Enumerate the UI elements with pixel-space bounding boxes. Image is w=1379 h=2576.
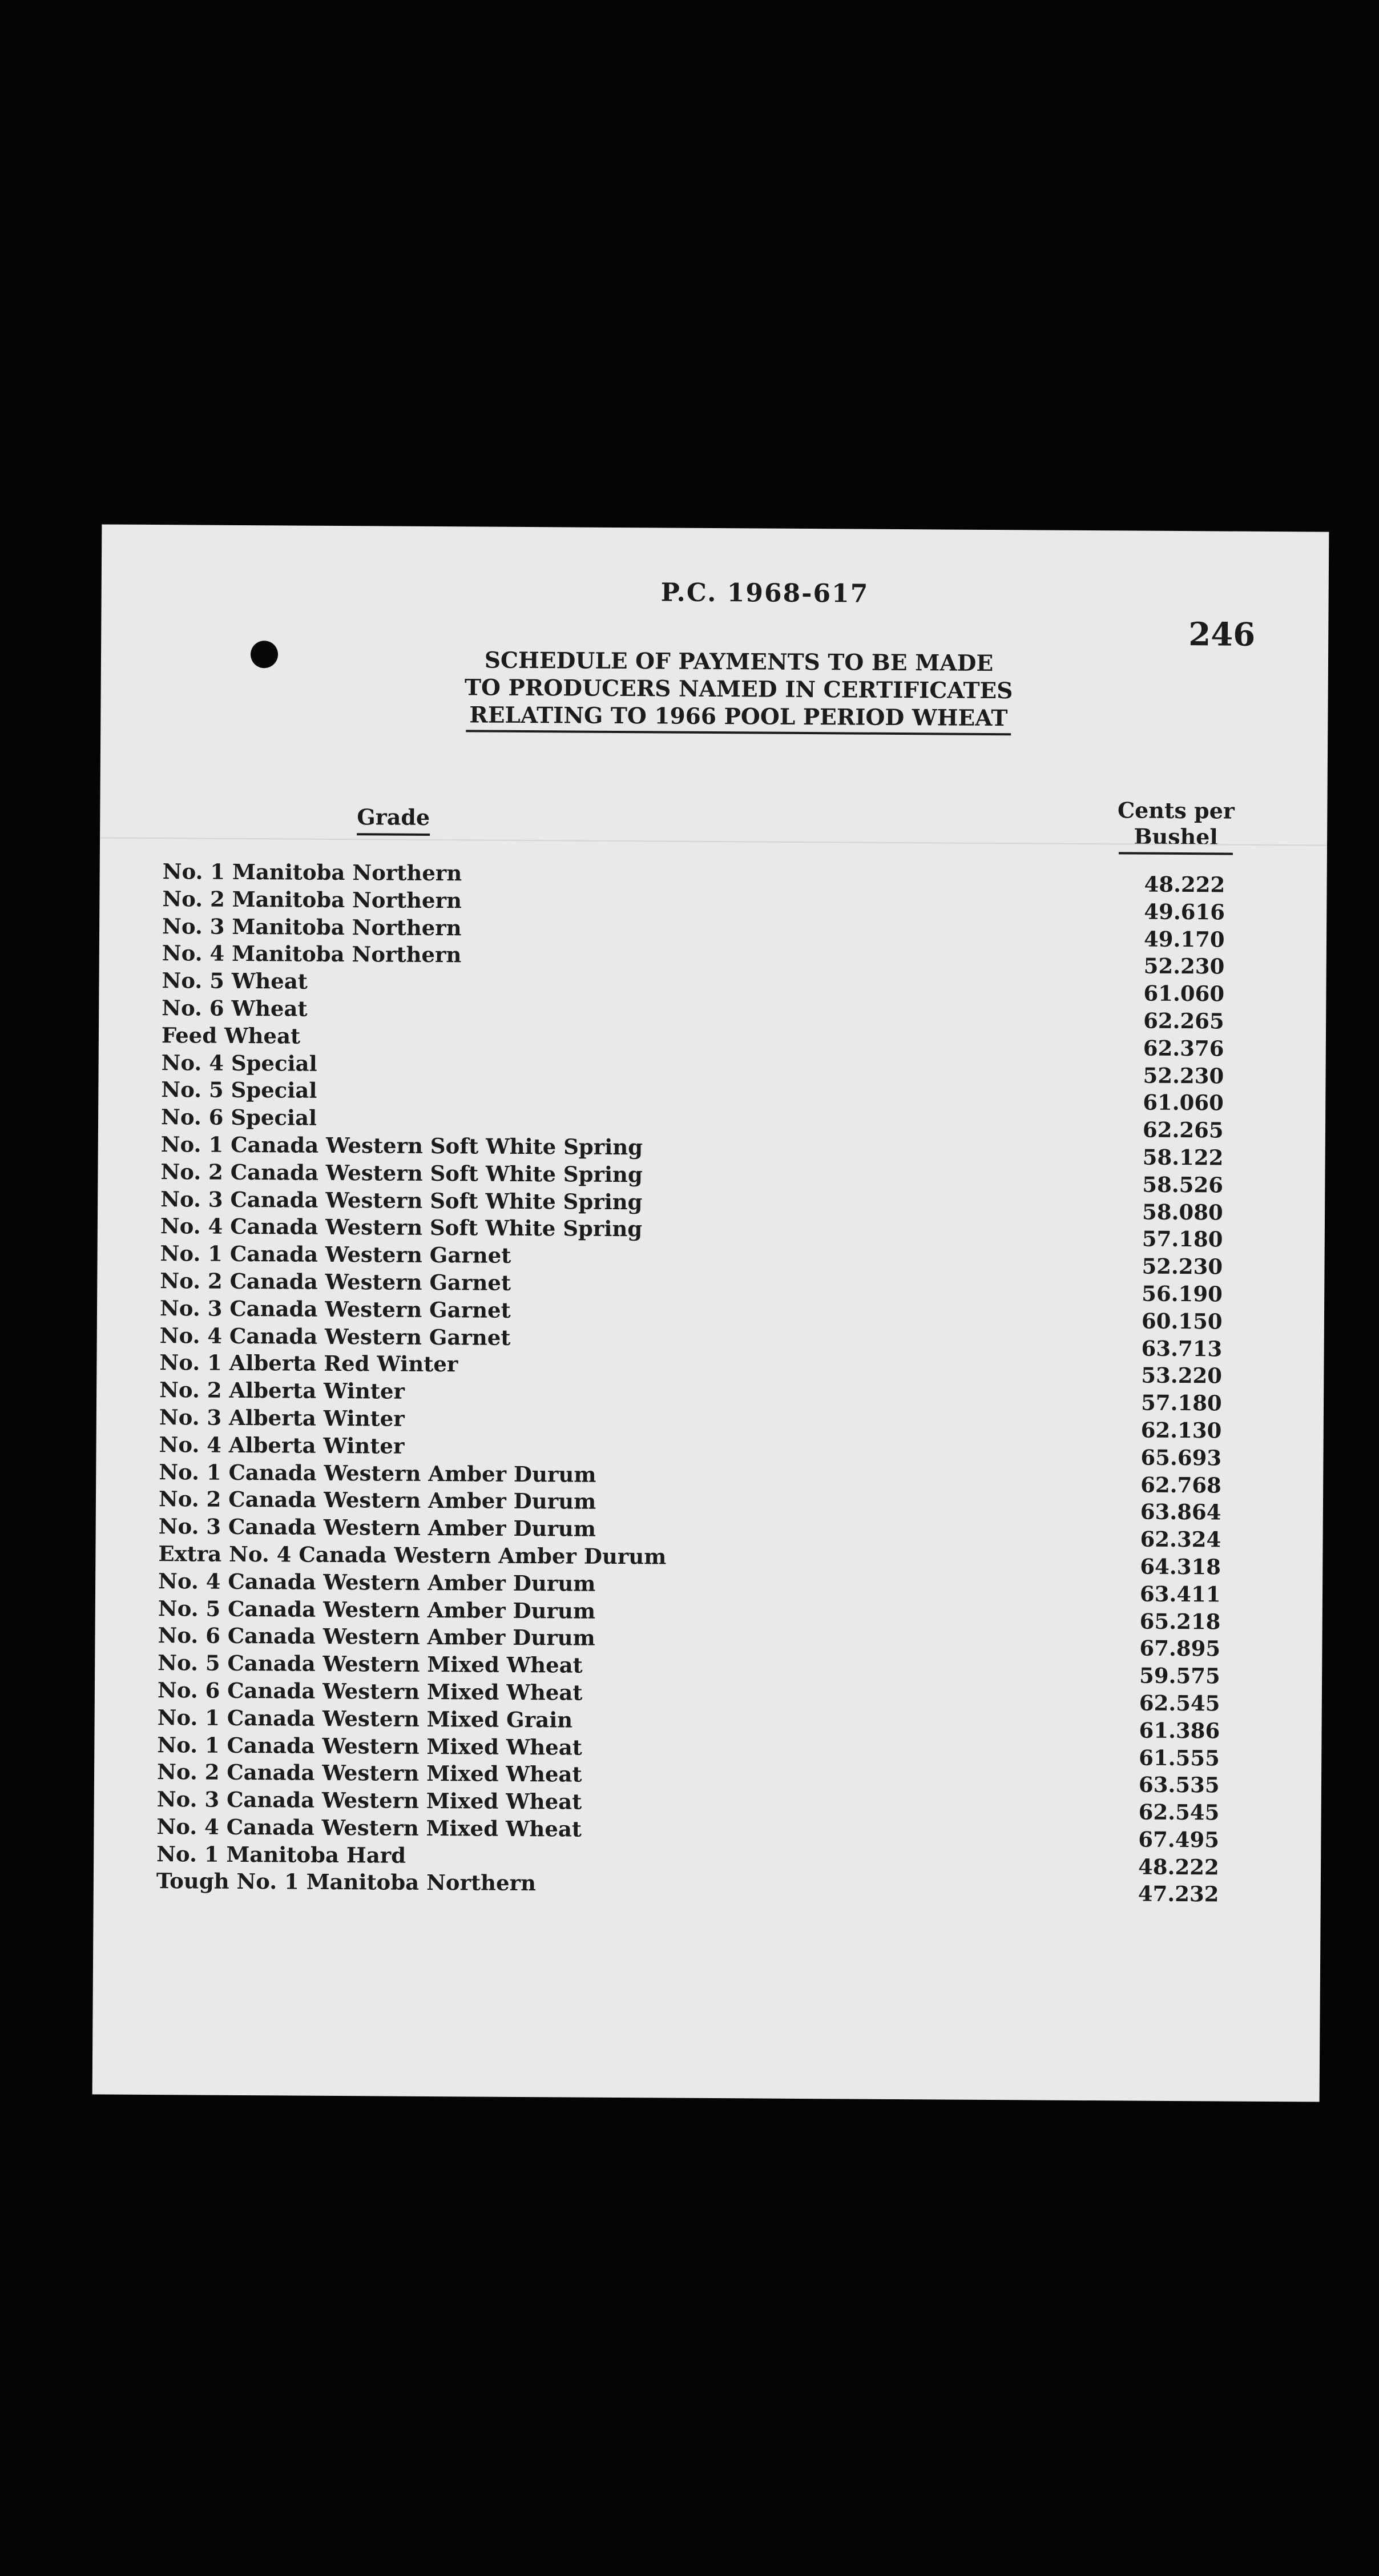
cents-cell: 61.060 bbox=[1143, 980, 1225, 1007]
cents-cell: 63.535 bbox=[1138, 1772, 1220, 1798]
cents-cell: 62.265 bbox=[1143, 1008, 1224, 1034]
page-number: 246 bbox=[1188, 615, 1256, 654]
grade-cell: No. 3 Canada Western Amber Durum bbox=[158, 1514, 596, 1541]
grade-column-header: Grade bbox=[357, 804, 430, 836]
cents-cell: 49.616 bbox=[1144, 899, 1225, 925]
cents-cell: 62.768 bbox=[1140, 1472, 1221, 1498]
grade-cell: No. 5 Canada Western Mixed Wheat bbox=[158, 1650, 583, 1678]
title-line-2: TO PRODUCERS NAMED IN CERTIFICATES bbox=[464, 674, 1013, 705]
cents-cell: 64.318 bbox=[1140, 1553, 1221, 1580]
grade-cell: Feed Wheat bbox=[161, 1022, 301, 1049]
grade-cell: No. 2 Canada Western Garnet bbox=[160, 1268, 511, 1295]
cents-cell: 52.230 bbox=[1142, 1253, 1223, 1279]
grade-cell: No. 4 Canada Western Garnet bbox=[159, 1322, 511, 1350]
cents-cell: 62.376 bbox=[1143, 1035, 1224, 1061]
cents-cell: 62.130 bbox=[1140, 1417, 1222, 1443]
cents-cell: 58.122 bbox=[1142, 1144, 1224, 1170]
cents-cell: 63.713 bbox=[1141, 1335, 1223, 1362]
cents-cell: 52.230 bbox=[1143, 1062, 1224, 1089]
punch-hole bbox=[251, 641, 278, 668]
grade-cell: No. 1 Canada Western Mixed Grain bbox=[157, 1704, 573, 1733]
cents-cell: 65.693 bbox=[1140, 1444, 1222, 1471]
cents-header-line-2: Bushel bbox=[1119, 823, 1233, 855]
cents-cell: 57.180 bbox=[1140, 1390, 1222, 1416]
grade-cell: No. 3 Canada Western Mixed Wheat bbox=[156, 1786, 582, 1814]
cents-cell: 62.265 bbox=[1142, 1117, 1224, 1143]
grade-cell: No. 4 Manitoba Northern bbox=[162, 940, 462, 968]
grade-cell: No. 1 Canada Western Garnet bbox=[160, 1241, 511, 1269]
grade-cell: No. 3 Canada Western Garnet bbox=[159, 1295, 511, 1323]
grade-cell: No. 1 Alberta Red Winter bbox=[159, 1350, 458, 1377]
cents-column-header bbox=[1116, 797, 1236, 855]
grade-cell: No. 1 Manitoba Northern bbox=[162, 859, 462, 886]
cents-cell: 62.324 bbox=[1140, 1526, 1221, 1552]
cents-cell: 53.220 bbox=[1141, 1362, 1223, 1388]
grade-cell: No. 4 Canada Western Soft White Spring bbox=[160, 1213, 643, 1242]
document-page bbox=[92, 524, 1329, 2102]
cents-cell: 58.080 bbox=[1142, 1199, 1223, 1225]
cents-cell: 56.190 bbox=[1142, 1281, 1223, 1307]
cents-cell: 65.218 bbox=[1139, 1608, 1221, 1634]
cents-cell: 60.150 bbox=[1141, 1308, 1223, 1334]
title-line-3: RELATING TO 1966 POOL PERIOD WHEAT bbox=[466, 701, 1011, 735]
pc-number: P.C. 1968-617 bbox=[660, 578, 869, 609]
cents-cell: 67.895 bbox=[1139, 1635, 1221, 1661]
cents-cell: 61.555 bbox=[1139, 1745, 1220, 1770]
grade-cell: No. 5 Special bbox=[161, 1077, 317, 1104]
grade-cell: No. 1 Manitoba Hard bbox=[156, 1841, 406, 1868]
grade-cell: No. 4 Alberta Winter bbox=[159, 1431, 405, 1459]
grade-cell: No. 6 Canada Western Mixed Wheat bbox=[157, 1677, 583, 1705]
payment-table bbox=[156, 859, 1247, 1907]
grade-cell: No. 6 Wheat bbox=[162, 995, 308, 1021]
cents-cell: 61.386 bbox=[1139, 1717, 1220, 1744]
cents-cell: 48.222 bbox=[1144, 871, 1225, 897]
grade-cell: No. 6 Canada Western Amber Durum bbox=[158, 1623, 595, 1651]
cents-cell: 59.575 bbox=[1139, 1663, 1220, 1689]
grade-cell: No. 6 Special bbox=[160, 1104, 317, 1130]
grade-cell: Tough No. 1 Manitoba Northern bbox=[156, 1868, 537, 1896]
grade-cell: No. 2 Manitoba Northern bbox=[162, 886, 462, 913]
cents-header-line-1: Cents per bbox=[1117, 797, 1235, 824]
grade-cell: No. 1 Canada Western Mixed Wheat bbox=[157, 1732, 582, 1760]
title-line-1: SCHEDULE OF PAYMENTS TO BE MADE bbox=[484, 647, 994, 677]
grade-cell: No. 1 Canada Western Soft White Spring bbox=[160, 1132, 643, 1160]
cents-cell: 63.411 bbox=[1139, 1581, 1221, 1607]
grade-cell: No. 2 Alberta Winter bbox=[159, 1377, 405, 1404]
grade-cell: No. 5 Wheat bbox=[162, 968, 308, 994]
cents-cell: 52.230 bbox=[1143, 953, 1225, 979]
cents-cell: 67.495 bbox=[1138, 1826, 1220, 1853]
grade-cell: No. 5 Canada Western Amber Durum bbox=[158, 1595, 596, 1624]
table-row bbox=[156, 1868, 1241, 1907]
grade-cell: No. 2 Canada Western Amber Durum bbox=[158, 1486, 596, 1515]
cents-cell: 58.526 bbox=[1142, 1172, 1224, 1198]
grade-cell: No. 4 Canada Western Mixed Wheat bbox=[156, 1813, 582, 1842]
grade-cell: No. 4 Special bbox=[161, 1049, 317, 1076]
cents-cell: 63.864 bbox=[1140, 1499, 1221, 1525]
cents-cell: 62.545 bbox=[1138, 1799, 1220, 1825]
document-title bbox=[420, 646, 1057, 736]
cents-cell: 48.222 bbox=[1138, 1854, 1219, 1880]
grade-cell: No. 2 Canada Western Soft White Spring bbox=[160, 1158, 643, 1188]
grade-cell: No. 4 Canada Western Amber Durum bbox=[158, 1568, 596, 1596]
cents-cell: 47.232 bbox=[1138, 1881, 1219, 1907]
grade-cell: No. 3 Manitoba Northern bbox=[162, 913, 462, 940]
grade-cell: Extra No. 4 Canada Western Amber Durum bbox=[158, 1541, 667, 1569]
cents-cell: 61.060 bbox=[1143, 1089, 1224, 1116]
grade-cell: No. 2 Canada Western Mixed Wheat bbox=[156, 1759, 582, 1787]
grade-cell: No. 1 Canada Western Amber Durum bbox=[159, 1459, 596, 1487]
grade-cell: No. 3 Alberta Winter bbox=[159, 1404, 405, 1431]
cents-cell: 62.545 bbox=[1139, 1690, 1220, 1716]
cents-cell: 57.180 bbox=[1142, 1226, 1223, 1252]
cents-cell: 49.170 bbox=[1143, 926, 1225, 952]
grade-cell: No. 3 Canada Western Soft White Spring bbox=[160, 1186, 643, 1214]
